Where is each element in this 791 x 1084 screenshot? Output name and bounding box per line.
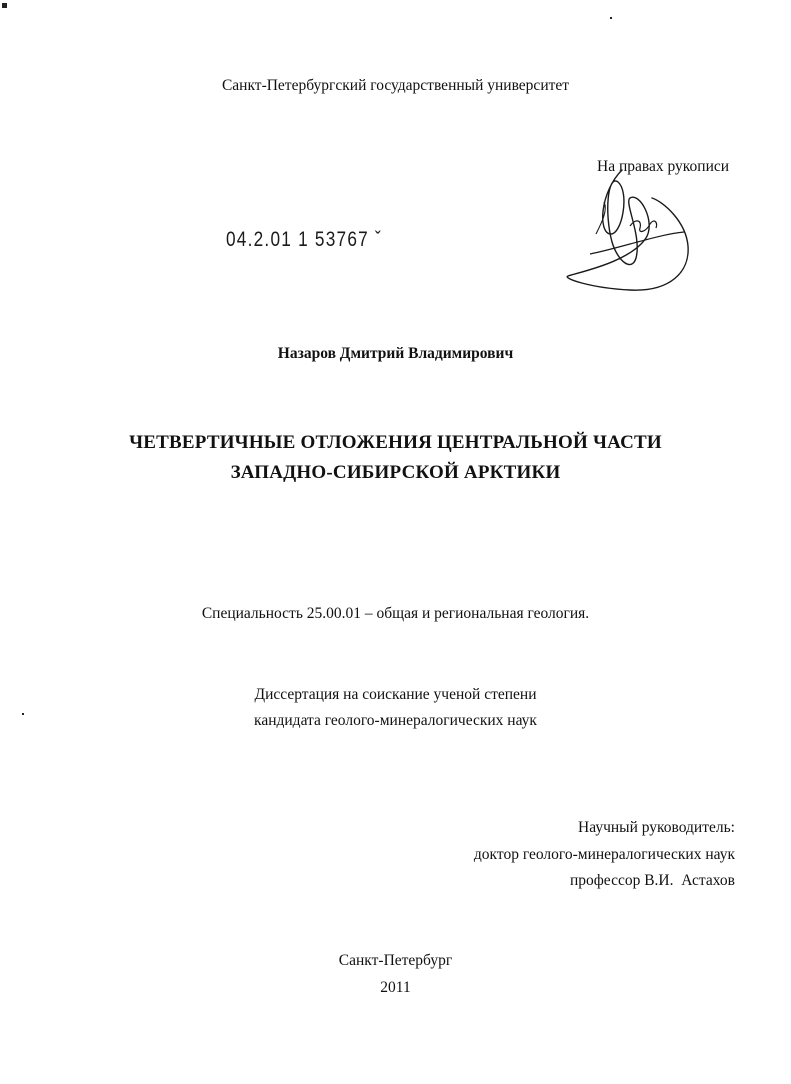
year: 2011 xyxy=(380,979,411,996)
university-name: Санкт-Петербургский государственный университет xyxy=(221,77,570,94)
supervisor-label: Научный руководитель: xyxy=(578,819,735,836)
thesis-title-line-2: ЗАПАДНО-СИБИРСКОЙ АРКТИКИ xyxy=(230,462,561,483)
scan-mark-top-left xyxy=(2,3,7,8)
thesis-title-line-1: ЧЕТВЕРТИЧНЫЕ ОТЛОЖЕНИЯ ЦЕНТРАЛЬНОЙ ЧАСТИ xyxy=(129,432,662,453)
signature-icon xyxy=(560,162,700,292)
author-name: Назаров Дмитрий Владимирович xyxy=(277,345,514,362)
specialty-text: Специальность 25.00.01 – общая и региональная геология. xyxy=(201,605,590,622)
supervisor-degree: доктор геолого-минералогических наук xyxy=(473,846,735,863)
dissertation-line-1: Диссертация на соискание ученой степени xyxy=(254,686,537,703)
scan-mark-top-right xyxy=(610,17,612,19)
manuscript-rights-label: На правах рукописи xyxy=(597,158,730,175)
dissertation-line-2: кандидата геолого-минералогических наук xyxy=(254,712,537,729)
supervisor-name: профессор В.И. Астахов xyxy=(569,872,735,889)
registration-stamp: 04.2.01 1 53767 ˇ xyxy=(226,228,382,251)
city: Санкт-Петербург xyxy=(338,952,453,969)
